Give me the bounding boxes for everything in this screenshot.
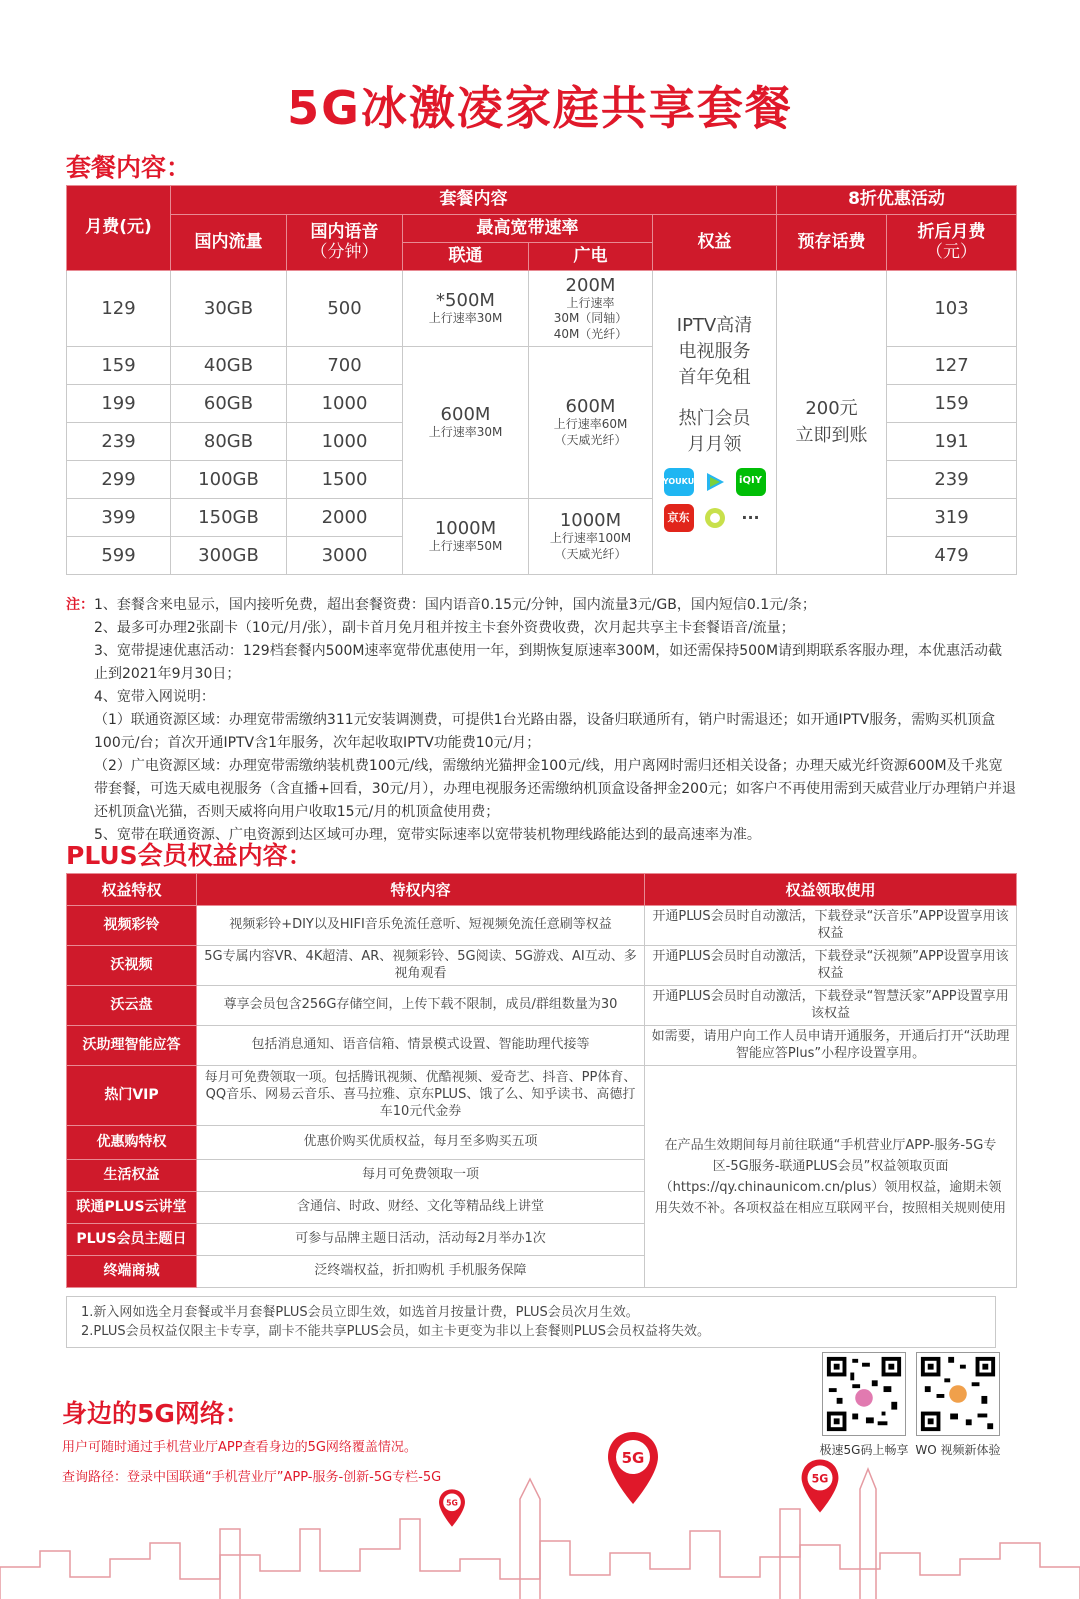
table-row: 沃云盘 尊享会员包含256G存储空间，上传下载不限制，成员/群组数量为30 开通PLUS会员时自动激活，下载登录“智慧沃家”APP设置享用该权益 bbox=[67, 986, 1017, 1026]
package-notes: 注：1、套餐含来电显示，国内接听免费，超出套餐资费：国内语音0.15元/分钟，国内流量3元/GB，国内短信0.1元/条； 2、最多可办理2张副卡（10元/月/张），副卡首月免月租并按主卡套外资费收费，次月起共享主卡套餐语音/流量； 3、宽带提速优惠活动：129档套餐内500M速率宽带优惠使用一年，到期恢复原速率300M，如还需保持500M请到期联系客服办理，本优惠活动截止到2021年9月30日； 4、宽带入网说明： （1）联通资源区域：办理宽带需缴纳311元安装调测费，可提供1台光路由器，设备归联通所有，销户时需退还；如开通IPTV服务，需购买机顶盒100元/台；首次开通IPTV含1年服务，次年起收取IPTV功能费10元/月； （2）广电资源区域：办理宽带需缴纳装机费100元/线，需缴纳光猫押金100元/线，用户离网时需归还相关设备；办理天威光纤资源600M及千兆宽带套餐，可选天威电视服务（含直播+回看，30元/月），办理电视服务还需缴纳机顶盒设备押金200元；如客户不再使用需到天威营业厅办理销户并退还机顶盒\光猫，否则天威将向用户收取15元/月的机顶盒使用费； 5、宽带在联通资源、广电资源到达区域可办理，宽带实际速率以宽带装机物理线路能达到的最高速率为准。 bbox=[66, 597, 1016, 843]
header-unicom: 联通 bbox=[403, 243, 529, 271]
benefits-cell: IPTV高清 电视服务 首年免租 热门会员 月月领 YOUKU iQIY 京东 ··· bbox=[653, 271, 777, 575]
discounted-cell: 159 bbox=[887, 385, 1017, 423]
5g-location-pin-medium bbox=[800, 1458, 840, 1514]
app-icons bbox=[653, 468, 776, 532]
header-domestic-data: 国内流量 bbox=[171, 215, 287, 271]
page-title: 5G冰激凌家庭共享套餐 bbox=[287, 81, 793, 135]
table-row: 生活权益 每月可免费领取一项 bbox=[67, 1160, 1017, 1192]
data-cell: 60GB bbox=[171, 385, 287, 423]
network-line-1: 用户可随时通过手机营业厅APP查看身边的5G网络覆盖情况。 bbox=[62, 1440, 417, 1455]
cable-speed-cell: 1000M 上行速率100M （天威光纤） bbox=[529, 499, 653, 575]
header-domestic-voice: 国内语音 （分钟） bbox=[287, 215, 403, 271]
network-title: 身边的5G网络： bbox=[62, 1399, 250, 1428]
voice-cell: 700 bbox=[287, 347, 403, 385]
voice-cell: 2000 bbox=[287, 499, 403, 537]
iqiyi-icon: iQIY bbox=[736, 468, 766, 496]
table-row bbox=[67, 271, 1017, 347]
data-cell: 40GB bbox=[171, 347, 287, 385]
youku-icon: YOUKU bbox=[664, 468, 694, 496]
voice-cell: 1000 bbox=[287, 423, 403, 461]
city-skyline-illustration bbox=[0, 1459, 1080, 1599]
header-usage: 权益领取使用 bbox=[645, 874, 1017, 906]
header-monthly-fee: 月费(元) bbox=[67, 186, 171, 271]
fee-cell: 199 bbox=[67, 385, 171, 423]
table-row: 视频彩铃 视频彩铃+DIY以及HIFI音乐免流任意听、短视频免流任意刷等权益 开通PLUS会员时自动激活，下载登录“沃音乐”APP设置享用该权益 bbox=[67, 906, 1017, 946]
voice-cell: 1500 bbox=[287, 461, 403, 499]
discounted-cell: 239 bbox=[887, 461, 1017, 499]
plus-table bbox=[66, 873, 1017, 1288]
qr-code-wo-video[interactable] bbox=[916, 1352, 1000, 1436]
package-section-title: 套餐内容： bbox=[66, 153, 192, 182]
header-cable: 广电 bbox=[529, 243, 653, 271]
table-row: 优惠购特权 优惠价购买优质权益，每月至多购买五项 bbox=[67, 1126, 1017, 1160]
more-icon: ··· bbox=[741, 508, 760, 528]
plus-notes: 1.新入网如选全月套餐或半月套餐PLUS会员立即生效，如选首月按量计费，PLUS会员次月生效。 2.PLUS会员权益仅限主卡专享，副卡不能共享PLUS会员，如主卡更变为非以上套餐则PLUS会员权益将失效。 bbox=[66, 1296, 996, 1348]
voice-cell: 1000 bbox=[287, 385, 403, 423]
merged-usage-cell: 在产品生效期间每月前往联通“手机营业厅APP-服务-5G专区-5G服务-联通PLUS会员”权益领取页面（https://qy.chinaunicom.cn/plus）领用权益，逾期未领用失效不补。各项权益在相应互联网平台，按照相关规则使用 bbox=[645, 1066, 1017, 1288]
fee-cell: 299 bbox=[67, 461, 171, 499]
header-discount-activity: 8折优惠活动 bbox=[777, 186, 1017, 215]
fee-cell: 159 bbox=[67, 347, 171, 385]
data-cell: 300GB bbox=[171, 537, 287, 575]
discounted-cell: 127 bbox=[887, 347, 1017, 385]
header-content: 特权内容 bbox=[197, 874, 645, 906]
tencent-video-icon bbox=[700, 468, 730, 496]
table-row: PLUS会员主题日 可参与品牌主题日活动，活动每2月举办1次 bbox=[67, 1224, 1017, 1256]
pin-label: 5G bbox=[811, 1472, 829, 1486]
5g-location-pin-small bbox=[438, 1488, 466, 1528]
qr-label-1: 极速5G码上畅享 bbox=[819, 1443, 909, 1457]
plus-section-title: PLUS会员权益内容： bbox=[66, 841, 313, 870]
music-app-icon bbox=[700, 504, 730, 532]
cable-speed-cell: 200M 上行速率 30M（同轴） 40M（光纤） bbox=[529, 271, 653, 347]
data-cell: 30GB bbox=[171, 271, 287, 347]
data-cell: 150GB bbox=[171, 499, 287, 537]
header-prepaid: 预存话费 bbox=[777, 215, 887, 271]
qr-label-2: WO 视频新体验 bbox=[915, 1443, 1001, 1457]
table-row: 沃助理智能应答 包括消息通知、语音信箱、情景模式设置、智能助理代接等 如需要，请用户向工作人员申请开通服务，开通后打开“沃助理智能应答Plus”小程序设置享用。 bbox=[67, 1026, 1017, 1066]
discounted-cell: 319 bbox=[887, 499, 1017, 537]
fee-cell: 599 bbox=[67, 537, 171, 575]
voice-cell: 500 bbox=[287, 271, 403, 347]
jd-icon: 京东 bbox=[664, 504, 694, 532]
table-row: 联通PLUS云讲堂 含通信、时政、财经、文化等精品线上讲堂 bbox=[67, 1192, 1017, 1224]
pin-label: 5G bbox=[446, 1498, 458, 1508]
table-row: 终端商城 泛终端权益，折扣购机 手机服务保障 bbox=[67, 1256, 1017, 1288]
header-max-broadband: 最高宽带速率 bbox=[403, 215, 653, 243]
fee-cell: 129 bbox=[67, 271, 171, 347]
header-discounted-fee: 折后月费 （元） bbox=[887, 215, 1017, 271]
unicom-speed-cell: 600M 上行速率30M bbox=[403, 347, 529, 499]
discounted-cell: 103 bbox=[887, 271, 1017, 347]
fee-cell: 399 bbox=[67, 499, 171, 537]
data-cell: 80GB bbox=[171, 423, 287, 461]
unicom-speed-cell: *500M 上行速率30M bbox=[403, 271, 529, 347]
discounted-cell: 191 bbox=[887, 423, 1017, 461]
prepaid-cell: 200元 立即到账 bbox=[777, 271, 887, 575]
5g-location-pin-large bbox=[606, 1430, 660, 1506]
unicom-speed-cell: 1000M 上行速率50M bbox=[403, 499, 529, 575]
voice-cell: 3000 bbox=[287, 537, 403, 575]
data-cell: 100GB bbox=[171, 461, 287, 499]
table-row: 热门VIP 每月可免费领取一项。包括腾讯视频、优酷视频、爱奇艺、抖音、PP体育、QQ音乐、网易云音乐、喜马拉雅、京东PLUS、饿了么、知乎读书、高德打车10元代金券 在产品生效期间每月前往联通“手机营业厅APP-服务-5G专区-5G服务-联通PLUS会员”权益领取页面（https://qy.chinaunicom.cn/plus）领用权益，逾期未领用失效不补。各项权益在相应互联网平台，按照相关规则使用 bbox=[67, 1066, 1017, 1126]
pin-label: 5G bbox=[621, 1449, 645, 1467]
discounted-cell: 479 bbox=[887, 537, 1017, 575]
table-row: 沃视频 5G专属内容VR、4K超清、AR、视频彩铃、5G阅读、5G游戏、AI互动、多视角观看 开通PLUS会员时自动激活，下载登录“沃视频”APP设置享用该权益 bbox=[67, 946, 1017, 986]
header-package-content: 套餐内容 bbox=[171, 186, 777, 215]
network-line-2: 查询路径：登录中国联通“手机营业厅”APP-服务-创新-5G专栏-5G bbox=[62, 1470, 442, 1485]
header-benefits: 权益 bbox=[653, 215, 777, 271]
header-feature: 权益特权 bbox=[67, 874, 197, 906]
package-table bbox=[66, 185, 1017, 575]
cable-speed-cell: 600M 上行速率60M （天威光纤） bbox=[529, 347, 653, 499]
qr-code-5g[interactable] bbox=[822, 1352, 906, 1436]
fee-cell: 239 bbox=[67, 423, 171, 461]
